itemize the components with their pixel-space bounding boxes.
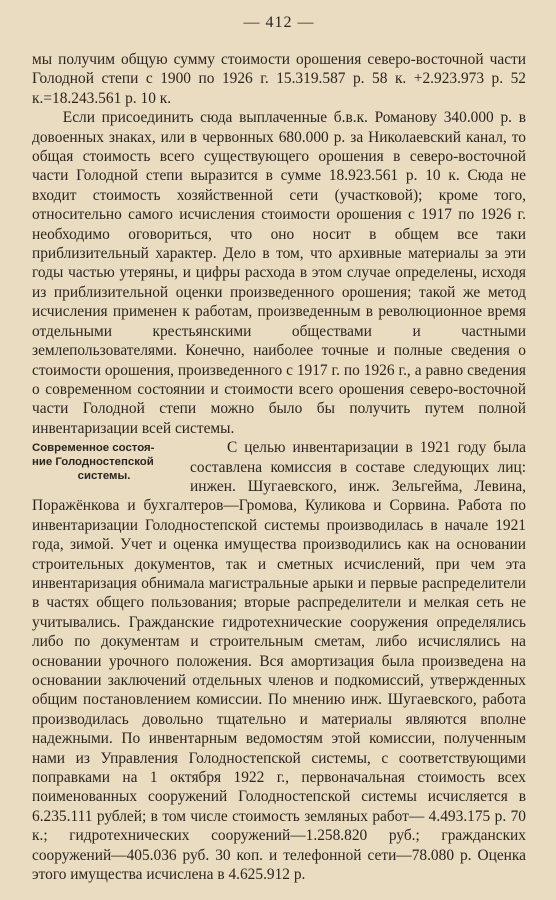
margin-heading-line-2: ние Голодностепской	[32, 456, 154, 469]
margin-heading	[32, 441, 176, 483]
page-number: — 412 —	[243, 14, 315, 31]
paragraph-1: мы получим общую сумму стоимости орошения северо-восточной части Голодной степи с 1900 по 1926 г. 15.319.587 р. 58 к. +2.923.973 р. 52 к.=18.243.561 р. 10 к.	[32, 51, 526, 107]
page-body	[32, 50, 526, 884]
paragraph-2: Если присоединить сюда выплаченные б.в.к. Романову 340.000 р. в довоенных знаках, или в червонных 680.000 р. за Николаевский канал, то общая стоимость всего существующего орошения в северо-восточной части Голодной степи выразится в сумме 18.923.561 р. 10 к. Сюда не входит стоимость хозяйственной сети (участковой); кроме того, относительно самого исчисления стоимости орошения с 1917 по 1926 г. необходимо оговориться, что оно носит в общем все таки приблизительный характер. Дело в том, что архивные материалы за эти годы частью утеряны, и цифры расхода в этом случае определены, исходя из приблизительной оценки произведенного орошения; такой же метод исчисления применен к работам, произведенным в революционное время отдельными крестьянскими обществами и частными землепользователями. Конечно, наиболее точные и полные сведения о стоимости орошения, произведенного с 1917 г. по 1926 г., а равно сведения о современном состоянии и стоимости всего орошения северо-восточной части Голодной степи можно было бы получить путем полной инвентаризации всей системы.	[32, 109, 526, 437]
margin-heading-line-1: Современное состоя-	[32, 442, 155, 455]
paragraph-3-text: С целью инвентаризации в 1921 году была составлена комиссия в составе следующих лиц: инжен. Шугаевского, инж. Зельгейма, Левина, Поражёнкова и бухгалтеров—Громова, Куликова и Сорвина. Работа по инвентаризации Голодностепской системы производилась в начале 1921 года, зимой. Учет и оценка имущества производились как на основании строительных документов, так и сметных исчислений, при чем эта инвентаризация обнимала магистральные арыки и первые распределители в частях общего пользования; вторые распределители и мелкая сеть не учитывались. Гражданские гидротехнические сооружения определялись либо по документам и строительным сметам, либо исчислялись на основании урочного положения. Вся амортизация была произведена на основании заключений отдельных членов и подкомиссий, утвержденных общим постановлением комиссии. По мнению инж. Шугаевского, работа производилась довольно тщательно и материалы являются вполне надежными. По инвентарным ведомостям этой комиссии, полученным нами из Управления Голодностепской системы, с соответствующими поправками на 1 октября 1922 г., первоначальная стоимость всех поименованных сооружений Голодностепской системы исчисляется в 6.235.111 рублей; в том числе стоимость земляных работ— 4.493.175 р. 70 к.; гидротехнических сооружений—1.258.820 руб.; гражданских сооружений—405.036 руб. 30 коп. и телефонной сети—78.080 р. Оценка этого имущества исчислена в 4.625.912 р.	[32, 439, 526, 884]
margin-heading-line-3: системы.	[77, 470, 131, 483]
paragraph-3	[32, 438, 526, 884]
